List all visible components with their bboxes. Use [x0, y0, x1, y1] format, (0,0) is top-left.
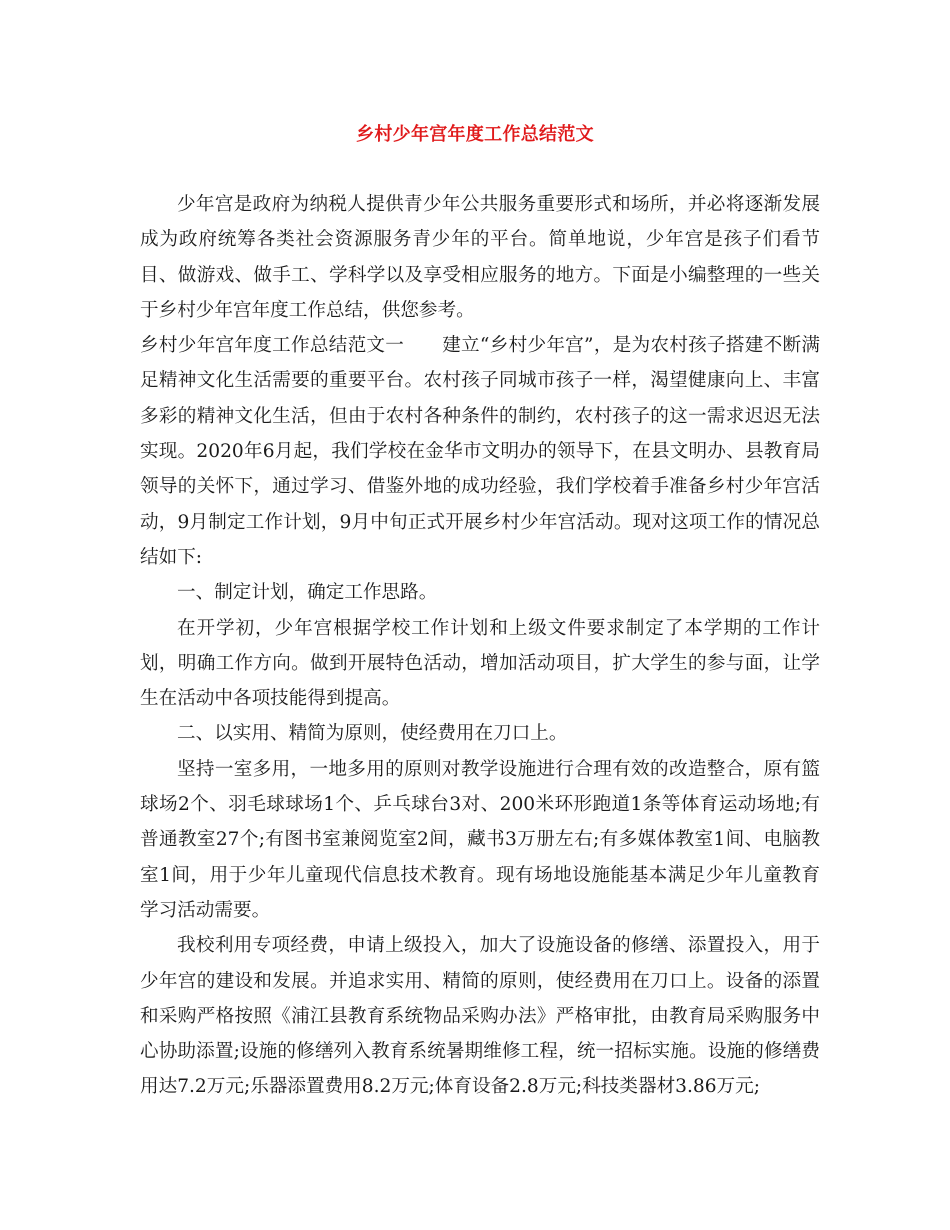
document-body: [140, 187, 820, 1105]
sample-one-heading: 乡村少年宫年度工作总结范文一: [140, 335, 405, 357]
section-two-paragraph-funding: 我校利用专项经费，申请上级投入，加大了设施设备的修缮、添置投入，用于少年宫的建设和发展。并追求实用、精简的原则，使经费用在刀口上。设备的添置和采购严格按照《浦江县教育系统物品采购办法》严格审批，由教育局采购服务中心协助添置;设施的修缮列入教育系统暑期维修工程，统一招标实施。设施的修缮费用达7.2万元;乐器添置费用8.2万元;体育设备2.8万元;科技类器材3.86万元;: [140, 935, 820, 1098]
section-two-heading: 二、以实用、精简为原则，使经费用在刀口上。: [177, 723, 568, 745]
section-one-heading: 一、制定计划，确定工作思路。: [177, 582, 438, 604]
intro-paragraph: 少年宫是政府为纳税人提供青少年公共服务重要形式和场所，并必将逐渐发展成为政府统筹各类社会资源服务青少年的平台。简单地说，少年宫是孩子们看节目、做游戏、做手工、学科学以及享受相应服务的地方。下面是小编整理的一些关于乡村少年宫年度工作总结，供您参考。: [140, 194, 820, 321]
sample-one-text: 建立“乡村少年宫”，是为农村孩子搭建不断满足精神文化生活需要的重要平台。农村孩子同城市孩子一样，渴望健康向上、丰富多彩的精神文化生活，但由于农村各种条件的制约，农村孩子的这一需求迟迟无法实现。2020年6月起，我们学校在金华市文明办的领导下，在县文明办、县教育局领导的关怀下，通过学习、借鉴外地的成功经验，我们学校着手准备乡村少年宫活动，9月制定工作计划，9月中旬正式开展乡村少年宫活动。现对这项工作的情况总结如下:: [140, 335, 820, 568]
document-title: 乡村少年宫年度工作总结范文: [356, 124, 594, 145]
sample-one-paragraph: [140, 328, 820, 575]
section-two-paragraph-facilities: 坚持一室多用，一地多用的原则对教学设施进行合理有效的改造整合，原有篮球场2个、羽毛球球场1个、乒乓球台3对、200米环形跑道1条等体育运动场地;有普通教室27个;有图书室兼阅览室2间，藏书3万册左右;有多媒体教室1间、电脑教室1间，用于少年儿童现代信息技术教育。现有场地设施能基本满足少年儿童教育学习活动需要。: [140, 758, 820, 921]
section-one-paragraph: 在开学初，少年宫根据学校工作计划和上级文件要求制定了本学期的工作计划，明确工作方向。做到开展特色活动，增加活动项目，扩大学生的参与面，让学生在活动中各项技能得到提高。: [140, 617, 820, 710]
